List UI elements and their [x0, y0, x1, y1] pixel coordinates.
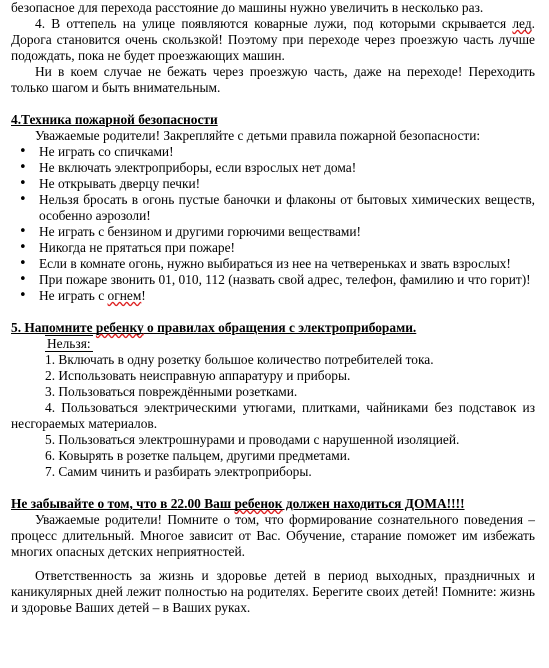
document-page: [11, 0, 535, 616]
list-item: [39, 288, 535, 304]
rule-item: 3. Пользоваться повреждёнными розетками.: [45, 384, 298, 399]
rule-item: 7. Самим чинить и разбирать электроприборы.: [45, 464, 312, 479]
rule-item: 1. Включать в одну розетку большое количество потребителей тока.: [45, 352, 434, 367]
forbidden-label: [11, 336, 535, 352]
list-item-text-c: !: [141, 288, 146, 303]
section4-heading: 4.Техника пожарной безопасности: [11, 112, 218, 127]
closing-heading-a: Не забывайте о том, что в 22.00 Ваш: [11, 496, 235, 511]
list-item-text-a: Не играть с: [39, 288, 108, 303]
spellcheck-word-fire: огнем: [107, 288, 142, 303]
spellcheck-word-led: лед: [512, 16, 532, 31]
rule-item: 2. Использовать неисправную аппаратуру и приборы.: [45, 368, 351, 383]
section5-heading-a: 5. Напомните: [11, 320, 96, 335]
closing-heading-c: должен находиться ДОМА!!!!: [282, 496, 465, 511]
fire-safety-list: [11, 144, 535, 304]
list-item: • Нельзя бросать в огонь пустые баночки и флаконы от бытовых химических веществ, особенно аэрозоли!: [39, 192, 535, 224]
paragraph-responsibility: Ответственность за жизнь и здоровье детей в период выходных, праздничных и каникулярных дней лежит полностью на родителях. Берегите своих детей! Помните: жизнь и здоровье Ваших детей – в Ваших руках.: [11, 568, 535, 615]
section4-intro: Уважаемые родители! Закрепляйте с детьми правила пожарной безопасности:: [35, 128, 481, 143]
section5-heading-c: о правилах обращения с электроприборами.: [143, 320, 417, 335]
list-item: • Никогда не прятаться при пожаре!: [39, 240, 535, 256]
list-item: • Не включать электроприборы, если взрослых нет дома!: [39, 160, 535, 176]
list-item: • Не играть со спичками!: [39, 144, 535, 160]
forbidden-label-text: Нельзя:: [47, 336, 91, 351]
thaw-text-b: . Дорога становится очень скользкой! Поэтому при переходе через проезжую часть лучше подождать, пока не будет проезжающих машин.: [11, 16, 535, 63]
thaw-text-a: 4. В оттепель на улице появляются коварные лужи, под которыми скрывается: [35, 16, 513, 31]
spellcheck-word-child-2: ребенок: [234, 496, 283, 511]
paragraph-no-running: Ни в коем случае не бежать через проезжую часть, даже на переходе! Переходить только шагом и быть внимательным.: [11, 64, 535, 95]
section5-heading: [11, 320, 535, 336]
rule-item: 6. Ковырять в розетке пальцем, другими предметами.: [45, 448, 351, 463]
paragraph-parents: Уважаемые родители! Помните о том, что формирование сознательного поведения – процесс длительный. Многое зависит от Вас. Обучение, старание поможет им избежать многих опасных детских неприятностей.: [11, 512, 535, 559]
list-item: • Не играть с бензином и другими горючими веществами!: [39, 224, 535, 240]
rule-item: 5. Пользоваться электрошнурами и проводами с нарушенной изоляцией.: [45, 432, 460, 447]
list-item: • Если в комнате огонь, нужно выбираться из нее на четвереньках и звать взрослых!: [39, 256, 535, 272]
paragraph-distance: безопасное для перехода расстояние до машины нужно увеличить в несколько раз.: [11, 0, 484, 15]
spellcheck-word-child: ребенку: [95, 320, 144, 335]
list-item: • При пожаре звонить 01, 010, 112 (назвать свой адрес, телефон, фамилию и что горит)!: [39, 272, 535, 288]
paragraph-thaw: [11, 16, 535, 64]
list-item: • Не открывать дверцу печки!: [39, 176, 535, 192]
closing-heading: [11, 496, 535, 512]
rule-item: 4. Пользоваться электрическими утюгами, плитками, чайниками без подставок из несгораемых материалов.: [11, 400, 535, 431]
